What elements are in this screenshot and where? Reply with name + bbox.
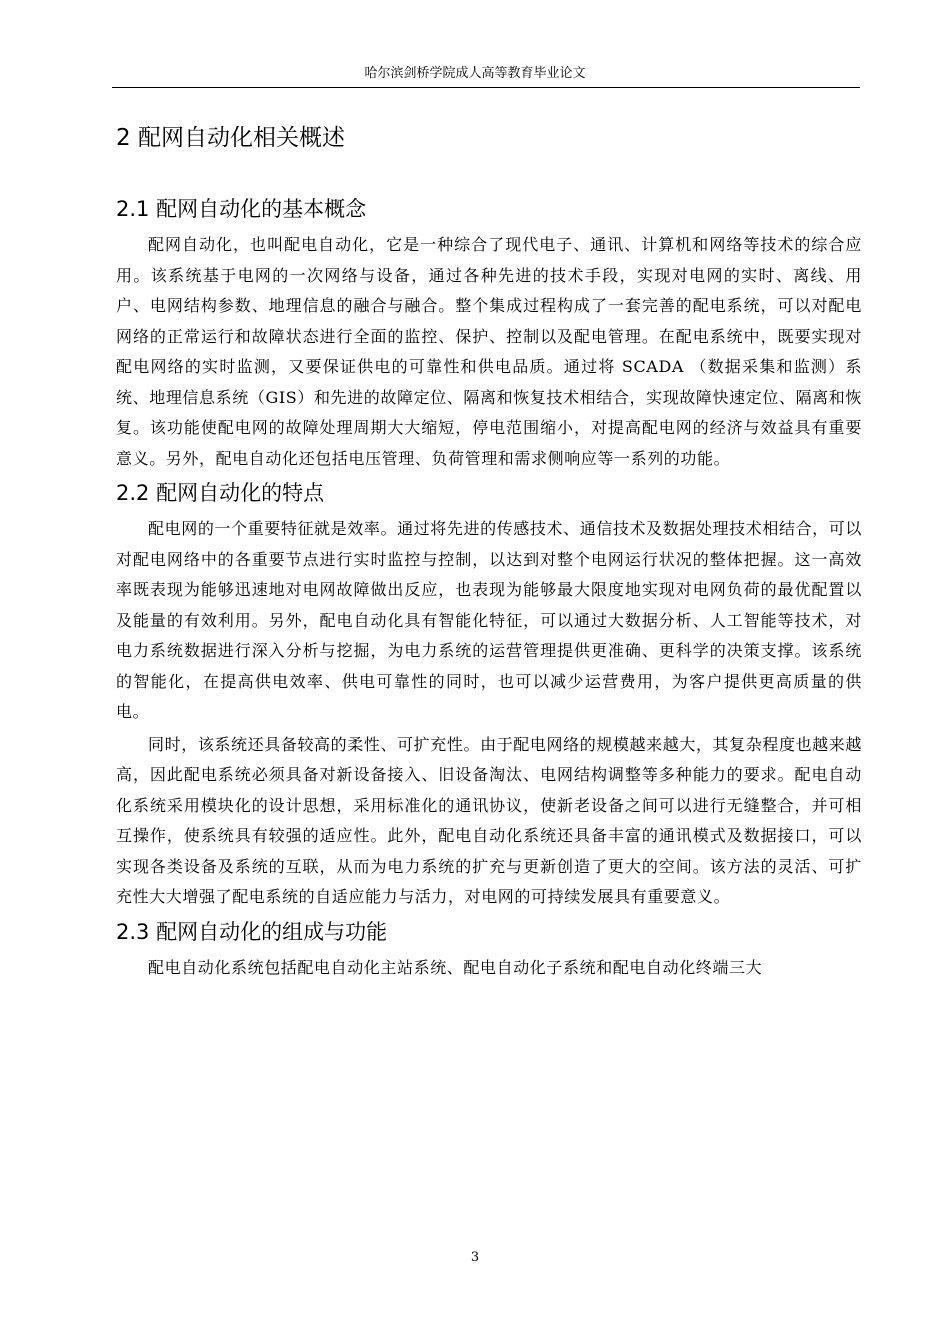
running-header: 哈尔滨剑桥学院成人高等教育毕业论文 <box>364 66 586 81</box>
header-rule <box>112 87 860 88</box>
page-content <box>116 120 862 985</box>
section-title-2-2: 2.2 配网自动化的特点 <box>116 481 325 505</box>
paragraph: 同时，该系统还具备较高的柔性、可扩充性。由于配电网络的规模越来越大，其复杂程度也越来越高，因此配电系统必须具备对新设备接入、旧设备淘汰、电网结构调整等多种能力的要求。配电自动化系统采用模块化的设计思想，采用标准化的通讯协议，使新老设备之间可以进行无缝整合，并可相互操作，使系统具有较强的适应性。此外，配电自动化系统还具备丰富的通讯模式及数据接口，可以实现各类设备及系统的互联，从而为电力系统的扩充与更新创造了更大的空间。该方法的灵活、可扩充性大大增强了配电系统的自适应能力与活力，对电网的可持续发展具有重要意义。 <box>116 734 862 906</box>
paragraph: 配电网的一个重要特征就是效率。通过将先进的传感技术、通信技术及数据处理技术相结合，可以对配电网络中的各重要节点进行实时监控与控制，以达到对整个电网运行状况的整体把握。这一高效率既表现为能够迅速地对电网故障做出反应，也表现为能够最大限度地实现对电网负荷的最优配置以及能量的有效利用。另外，配电自动化具有智能化特征，可以通过大数据分析、人工智能等技术，对电力系统数据进行深入分析与挖掘，为电力系统的运营管理提供更准确、更科学的决策支撑。该系统的智能化，在提高供电效率、供电可靠性的同时，也可以减少运营费用，为客户提供更高质量的供电。 <box>116 519 862 721</box>
chapter-title: 2 配网自动化相关概述 <box>116 125 345 151</box>
paragraph: 配电自动化系统包括配电自动化主站系统、配电自动化子系统和配电自动化终端三大 <box>148 957 763 977</box>
section-title-2-3: 2.3 配网自动化的组成与功能 <box>116 919 388 944</box>
section-title-2-1: 2.1 配网自动化的基本概念 <box>116 197 367 221</box>
paragraph: 配网自动化，也叫配电自动化，它是一种综合了现代电子、通讯、计算机和网络等技术的综合应用。该系统基于电网的一次网络与设备，通过各种先进的技术手段，实现对电网的实时、离线、用户、电网结构参数、地理信息的融合与融合。整个集成过程构成了一套完善的配电系统，可以对配电网络的正常运行和故障状态进行全面的监控、保护、控制以及配电管理。在配电系统中，既要实现对配电网络的实时监测，又要保证供电的可靠性和供电品质。通过将 SCADA （数据采集和监测）系统、地理信息系统（GIS）和先进的故障定位、隔离和恢复技术相结合，实现故障快速定位、隔离和恢复。该功能使配电网的故障处理周期大大缩短，停电范围缩小，对提高配电网的经济与效益具有重要意义。另外，配电自动化还包括电压管理、负荷管理和需求侧响应等一系列的功能。 <box>116 235 862 468</box>
page-number: 3 <box>470 1250 480 1265</box>
